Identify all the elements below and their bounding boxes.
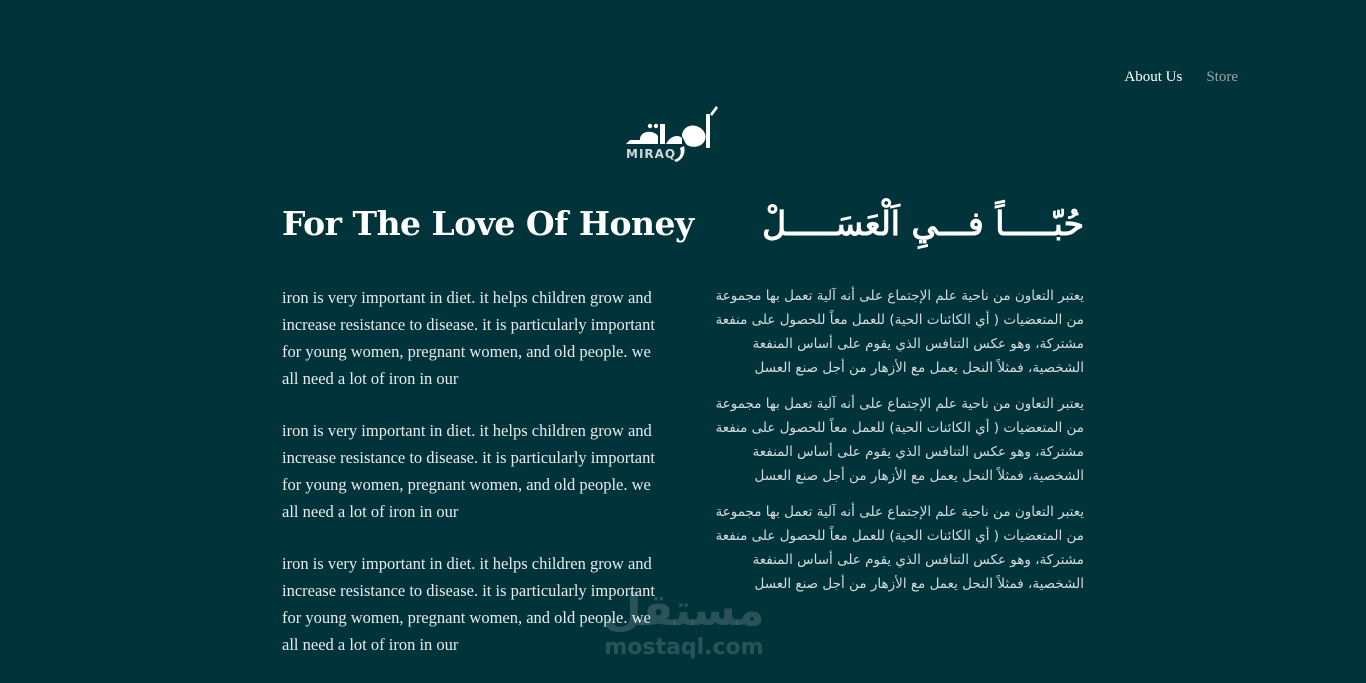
watermark-text-ar: مستقل [603, 585, 765, 636]
paragraph-ar: يعتبر التعاون من ناحية علم الإجتماع على أنه آلية تعمل بها مجموعة من المتعضيات ( أي الكائنات الحية) للعمل معاً للحصول على منفعة مشتركة، وهو عكس التنافس الذي يقوم على أساس المنفعة الشخصية، فمثلاً النحل يعمل مع الأزهار من أجل صنع العسل [715, 504, 1084, 592]
page-title-en: For The Love Of Honey [282, 204, 694, 243]
content-column-ar [700, 284, 1084, 608]
nav-about-us[interactable]: About Us [1124, 69, 1183, 85]
nav-store[interactable]: Store [1206, 69, 1238, 85]
paragraph-en: iron is very important in diet. it helps children grow and increase resistance to disease. it is particularly important for young women, pregnant women, and old people. we all need a lot of iron in our [282, 288, 655, 388]
logo-wordmark-en: MIRAQ [626, 147, 677, 161]
paragraph-ar: يعتبر التعاون من ناحية علم الإجتماع على أنه آلية تعمل بها مجموعة من المتعضيات ( أي الكائنات الحية) للعمل معاً للحصول على منفعة مشتركة، وهو عكس التنافس الذي يقوم على أساس المنفعة الشخصية، فمثلاً النحل يعمل مع الأزهار من أجل صنع العسل [715, 288, 1084, 376]
content-column-en [282, 284, 662, 683]
paragraph-en: iron is very important in diet. it helps children grow and increase resistance to disease. it is particularly important for young women, pregnant women, and old people. we all need a lot of iron in our [282, 421, 655, 521]
brand-logo[interactable] [620, 100, 720, 166]
miraq-logo-mark [620, 100, 720, 166]
paragraph-en: iron is very important in diet. it helps children grow and increase resistance to disease. it is particularly important for young women, pregnant women, and old people. we all need a lot of iron in our [282, 554, 655, 654]
watermark-text-en: mostaql.com [604, 635, 764, 660]
page-title-ar: حُبّـــــاً فـــيِ اَلْعَسَـــــلْ [762, 204, 1084, 243]
paragraph-ar: يعتبر التعاون من ناحية علم الإجتماع على أنه آلية تعمل بها مجموعة من المتعضيات ( أي الكائنات الحية) للعمل معاً للحصول على منفعة مشتركة، وهو عكس التنافس الذي يقوم على أساس المنفعة الشخصية، فمثلاً النحل يعمل مع الأزهار من أجل صنع العسل [715, 396, 1084, 484]
top-nav [1124, 69, 1238, 86]
